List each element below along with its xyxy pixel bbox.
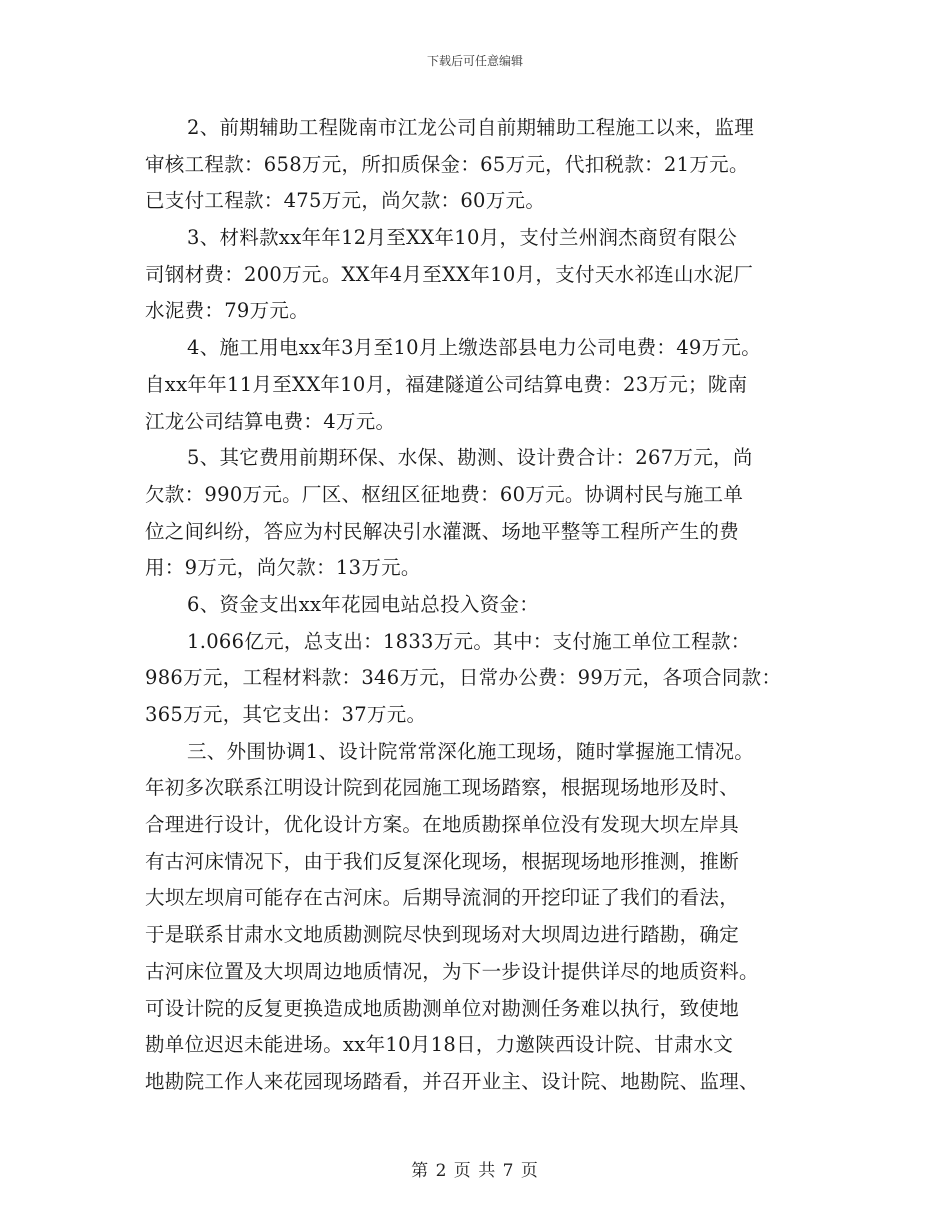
paragraph-line: 2、前期辅助工程陇南市江龙公司自前期辅助工程施工以来，监理	[187, 116, 755, 139]
paragraph-line: 位之间纠纷，答应为村民解决引水灌溉、场地平整等工程所产生的费	[145, 519, 740, 543]
paragraph-line: 于是联系甘肃水文地质勘测院尽快到现场对大坝周边进行踏勘，确定	[145, 923, 740, 947]
paragraph-line: 3、材料款xx年年12月至XX年10月，支付兰州润杰商贸有限公	[187, 226, 738, 250]
paragraph-line: 用：9万元，尚欠款：13万元。	[145, 556, 421, 580]
paragraph-line: 自xx年年11月至XX年10月，福建隧道公司结算电费：23万元；陇南	[145, 372, 748, 396]
page-footer: 第 2 页 共 7 页	[411, 1161, 539, 1181]
paragraph-line: 可设计院的反复更换造成地质勘测单位对勘测任务难以执行，致使地	[145, 996, 740, 1020]
paragraph-line: 已支付工程款：475万元，尚欠款：60万元。	[145, 189, 546, 213]
paragraph-line: 1.066亿元，总支出：1833万元。其中：支付施工单位工程款：	[187, 629, 751, 653]
paragraph-line: 司钢材费：200万元。XX年4月至XX年10月，支付天水祁连山水泥厂	[145, 262, 754, 286]
paragraph-line: 水泥费：79万元。	[145, 299, 310, 323]
document-body	[145, 110, 825, 1101]
paragraph-line: 古河床位置及大坝周边地质情况，为下一步设计提供详尽的地质资料。	[145, 959, 759, 983]
paragraph-line: 986万元，工程材料款：346万元，日常办公费：99万元，各项合同款：	[145, 666, 782, 690]
paragraph-line: 365万元，其它支出：37万元。	[145, 703, 427, 726]
paragraph-line: 欠款：990万元。厂区、枢纽区征地费：60万元。协调村民与施工单	[145, 482, 744, 506]
paragraph-line: 三、外围协调1、设计院常常深化施工现场，随时掌握施工情况。	[187, 739, 755, 763]
paragraph-line: 5、其它费用前期环保、水保、勘测、设计费合计：267万元，尚	[187, 446, 753, 470]
page-header: 下载后可任意编辑	[426, 54, 523, 68]
paragraph-line: 4、施工用电xx年3月至10月上缴迭部县电力公司电费：49万元。	[187, 336, 762, 360]
paragraph-line: 合理进行设计，优化设计方案。在地质勘探单位没有发现大坝左岸具	[145, 813, 740, 837]
paragraph-line: 审核工程款：658万元，所扣质保金：65万元，代扣税款：21万元。	[145, 152, 749, 176]
paragraph-line: 6、资金支出xx年花园电站总投入资金：	[187, 592, 540, 616]
paragraph-line: 年初多次联系江明设计院到花园施工现场踏察，根据现场地形及时、	[145, 776, 740, 800]
paragraph-line: 地勘院工作人来花园现场踏看，并召开业主、设计院、地勘院、监理、	[145, 1069, 759, 1093]
paragraph-line: 勘单位迟迟未能进场。xx年10月18日，力邀陕西设计院、甘肃水文	[145, 1033, 734, 1057]
paragraph-line: 大坝左坝肩可能存在古河床。后期导流洞的开挖印证了我们的看法，	[145, 886, 740, 910]
paragraph-line: 有古河床情况下，由于我们反复深化现场，根据现场地形推测，推断	[145, 849, 740, 873]
paragraph-line: 江龙公司结算电费：4万元。	[145, 409, 396, 433]
